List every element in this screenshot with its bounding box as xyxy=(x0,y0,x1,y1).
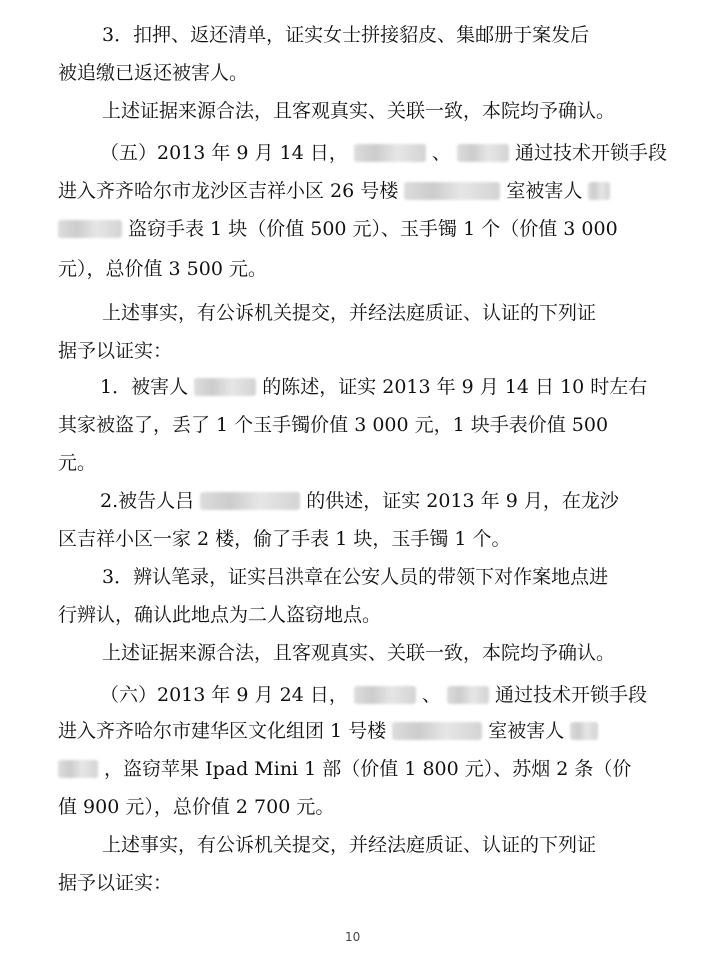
text-segment: 的陈述，证实 2013 年 9 月 14 日 10 时左右 xyxy=(262,376,648,398)
text-segment: 元。 xyxy=(58,452,97,474)
text-line xyxy=(102,830,596,860)
text-segment: 被追缴已返还被害人。 xyxy=(58,62,249,84)
text-line xyxy=(58,524,511,554)
text-line xyxy=(102,562,608,592)
text-line xyxy=(58,754,631,784)
text-segment: 其家被盗了，丢了 1 个玉手镯价值 3 000 元，1 块手表价值 500 xyxy=(58,414,609,436)
text-line xyxy=(102,298,596,328)
text-line xyxy=(58,792,334,822)
text-line xyxy=(102,20,589,50)
redacted-address xyxy=(392,722,482,740)
text-segment: 上述事实，有公诉机关提交，并经法庭质证、认证的下列证 xyxy=(102,834,597,856)
text-segment: 元），总价值 3 500 元。 xyxy=(58,258,267,280)
page-number: 10 xyxy=(345,930,361,944)
redacted-address xyxy=(404,182,500,200)
text-line xyxy=(58,716,598,746)
text-segment: 室被害人 xyxy=(506,180,583,202)
text-segment: （六）2013 年 9 月 24 日， xyxy=(100,684,348,706)
text-line xyxy=(100,138,667,168)
text-segment: 值 900 元），总价值 2 700 元。 xyxy=(58,796,335,818)
text-segment: 上述事实，有公诉机关提交，并经法庭质证、认证的下列证 xyxy=(102,302,597,324)
text-line xyxy=(58,448,96,478)
redacted-name xyxy=(588,182,610,200)
text-segment: （五）2013 年 9 月 14 日， xyxy=(100,142,348,164)
text-segment: 据予以证实： xyxy=(58,872,173,894)
text-segment: 、 xyxy=(431,142,451,164)
text-segment: 上述证据来源合法，且客观真实、关联一致，本院均予确认。 xyxy=(102,100,616,122)
text-line xyxy=(58,176,610,206)
text-segment: 进入齐齐哈尔市龙沙区吉祥小区 26 号楼 xyxy=(58,180,399,202)
redacted-name xyxy=(200,492,300,510)
text-segment: 3．辨认笔录，证实吕洪章在公安人员的带领下对作案地点进 xyxy=(102,566,609,588)
text-line xyxy=(102,96,615,126)
text-line xyxy=(58,868,172,898)
text-segment: 行辨认，确认此地点为二人盗窃地点。 xyxy=(58,604,382,626)
redacted-name xyxy=(457,144,509,162)
text-segment: 据予以证实： xyxy=(58,340,173,362)
text-line xyxy=(100,486,619,516)
text-line xyxy=(58,600,381,630)
text-segment: 通过技术开锁手段 xyxy=(515,142,668,164)
text-segment: 1．被害人 xyxy=(100,376,189,398)
redacted-name xyxy=(194,378,256,396)
text-segment: 3．扣押、返还清单，证实女士拼接貂皮、集邮册于案发后 xyxy=(102,24,590,46)
text-line xyxy=(58,254,267,284)
text-line xyxy=(100,680,647,710)
text-segment: 进入齐齐哈尔市建华区文化组团 1 号楼 xyxy=(58,720,387,742)
text-segment: 、 xyxy=(421,684,441,706)
text-line xyxy=(58,336,172,366)
text-segment: 上述证据来源合法，且客观真实、关联一致，本院均予确认。 xyxy=(102,642,616,664)
text-segment: 室被害人 xyxy=(488,720,565,742)
text-line xyxy=(58,58,248,88)
redacted-name xyxy=(570,722,598,740)
redacted-name xyxy=(58,760,98,778)
text-line xyxy=(58,214,618,244)
text-segment: 盗窃手表 1 块（价值 500 元）、玉手镯 1 个（价值 3 000 xyxy=(128,218,618,240)
text-segment: ，盗窃苹果 Ipad Mini 1 部（价值 1 800 元）、苏烟 2 条（价 xyxy=(104,758,632,780)
text-segment: 的供述，证实 2013 年 9 月，在龙沙 xyxy=(306,490,619,512)
text-segment: 2.被告人吕 xyxy=(100,490,195,512)
text-line xyxy=(102,638,615,668)
text-line xyxy=(58,410,608,440)
redacted-name xyxy=(447,686,489,704)
text-segment: 区吉祥小区一家 2 楼，偷了手表 1 块，玉手镯 1 个。 xyxy=(58,528,511,550)
redacted-name xyxy=(58,220,122,238)
redacted-name xyxy=(354,144,426,162)
text-segment: 通过技术开锁手段 xyxy=(495,684,648,706)
redacted-name xyxy=(354,686,416,704)
text-line xyxy=(100,372,647,402)
